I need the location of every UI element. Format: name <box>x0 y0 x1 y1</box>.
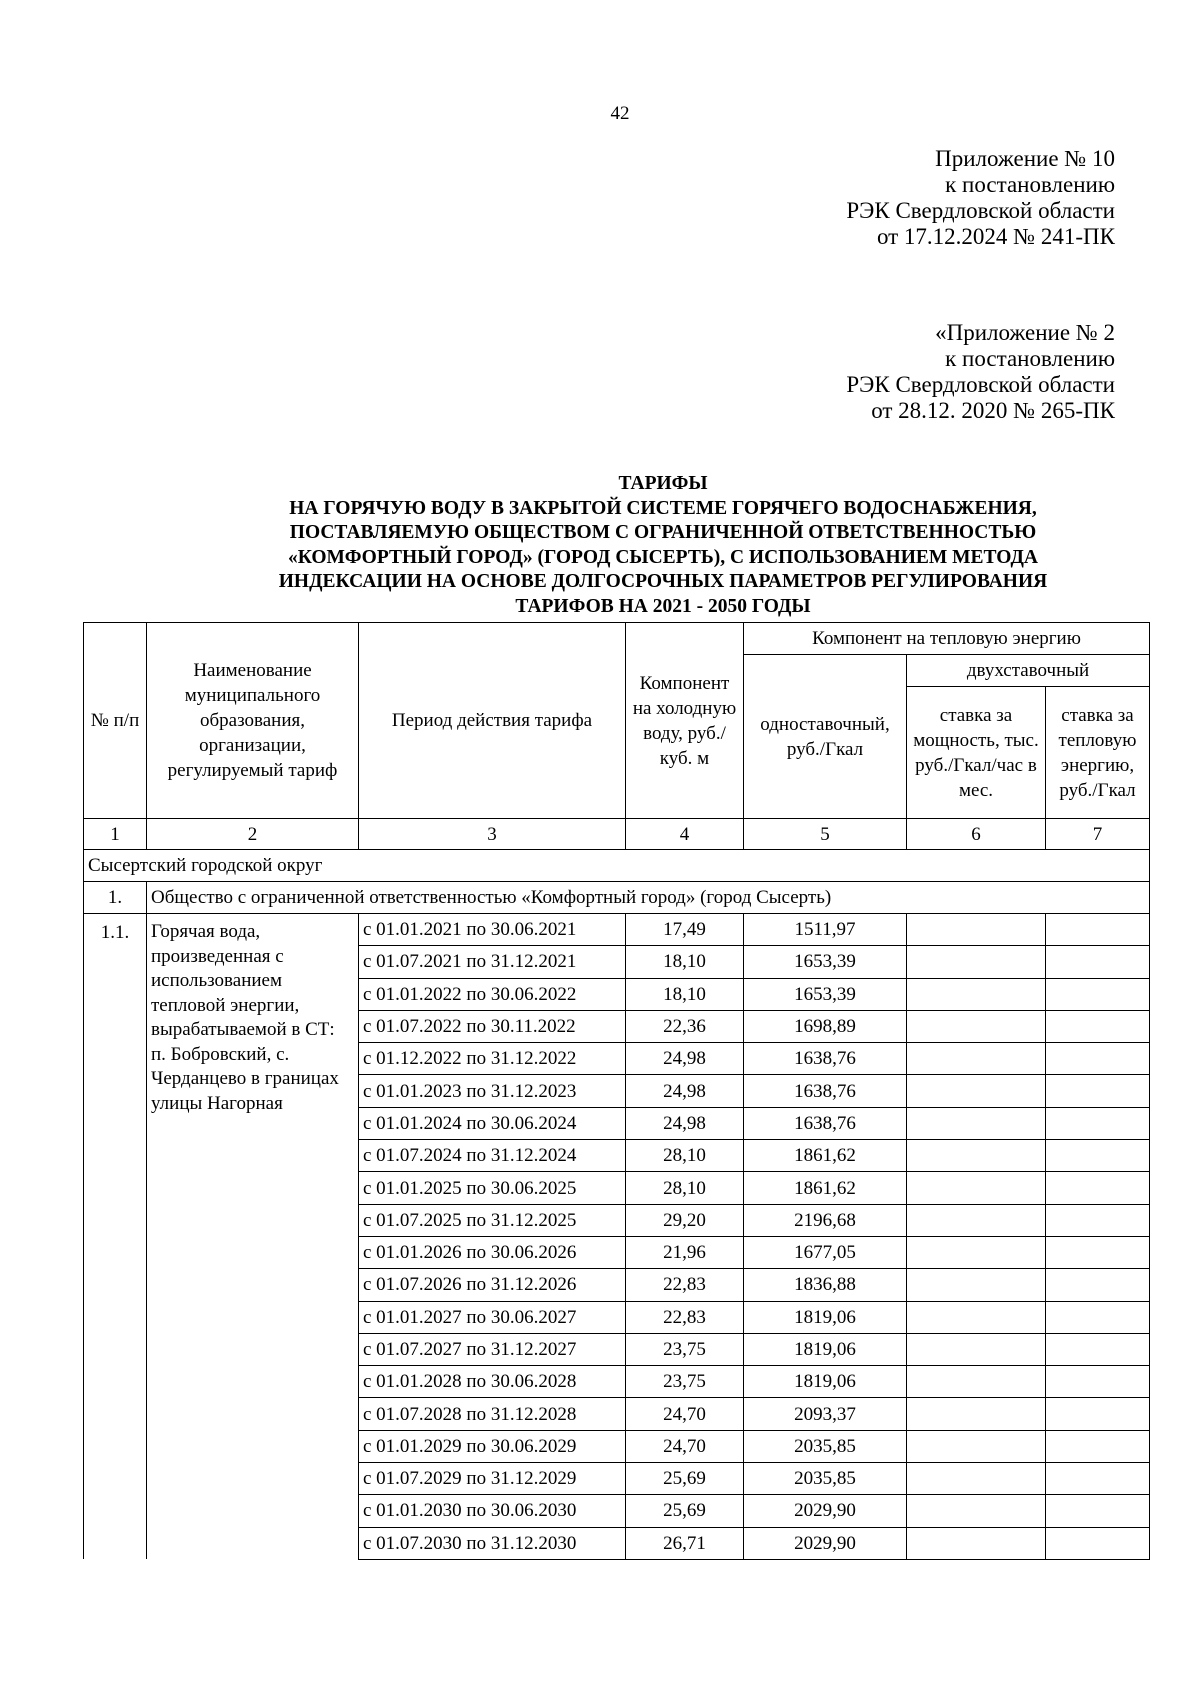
appendix-original-line3: РЭК Свердловской области <box>846 372 1115 397</box>
appendix-original-header <box>846 320 1115 424</box>
tariff-period: с 01.07.2026 по 31.12.2026 <box>359 1269 626 1301</box>
heat-rate-value <box>1046 1301 1150 1333</box>
tariff-period: с 01.07.2025 по 31.12.2025 <box>359 1204 626 1236</box>
cold-water-value: 21,96 <box>626 1236 744 1268</box>
heat-rate-value <box>1046 1140 1150 1172</box>
cold-water-value: 24,70 <box>626 1398 744 1430</box>
tariff-period: с 01.01.2024 по 30.06.2024 <box>359 1107 626 1139</box>
header-name: Наименование муниципального образования, организации, регулируемый тариф <box>147 623 359 819</box>
cold-water-value: 25,69 <box>626 1495 744 1527</box>
single-rate-value: 1638,76 <box>744 1107 907 1139</box>
cold-water-value: 28,10 <box>626 1140 744 1172</box>
capacity-rate-value <box>907 1010 1046 1042</box>
cold-water-value: 25,69 <box>626 1463 744 1495</box>
tariff-period: с 01.01.2026 по 30.06.2026 <box>359 1236 626 1268</box>
appendix-current-line4: от 17.12.2024 № 241-ПК <box>876 224 1115 249</box>
cold-water-value: 22,36 <box>626 1010 744 1042</box>
title-line2: НА ГОРЯЧУЮ ВОДУ В ЗАКРЫТОЙ СИСТЕМЕ ГОРЯЧЕГО ВОДОСНАБЖЕНИЯ, <box>289 497 1037 519</box>
tariff-period: с 01.01.2029 по 30.06.2029 <box>359 1430 626 1462</box>
capacity-rate-value <box>907 1527 1046 1559</box>
column-number: 7 <box>1046 819 1150 850</box>
capacity-rate-value <box>907 1043 1046 1075</box>
cold-water-value: 24,70 <box>626 1430 744 1462</box>
appendix-original-line2: к постановлению <box>945 346 1115 371</box>
heat-rate-value <box>1046 1236 1150 1268</box>
heat-rate-value <box>1046 1075 1150 1107</box>
single-rate-value: 2035,85 <box>744 1463 907 1495</box>
single-rate-value: 1653,39 <box>744 946 907 978</box>
heat-rate-value <box>1046 946 1150 978</box>
tariff-period: с 01.12.2022 по 31.12.2022 <box>359 1043 626 1075</box>
single-rate-value: 2196,68 <box>744 1204 907 1236</box>
single-rate-value: 1819,06 <box>744 1366 907 1398</box>
appendix-current-line3: РЭК Свердловской области <box>846 198 1115 223</box>
single-rate-value: 1861,62 <box>744 1172 907 1204</box>
heat-rate-value <box>1046 1366 1150 1398</box>
capacity-rate-value <box>907 1366 1046 1398</box>
cold-water-value: 24,98 <box>626 1043 744 1075</box>
appendix-current-header <box>846 146 1115 250</box>
appendix-current-line1: Приложение № 10 <box>935 146 1115 171</box>
column-number: 4 <box>626 819 744 850</box>
organization-name: Общество с ограниченной ответственностью «Комфортный город» (город Сысерть) <box>147 882 1150 914</box>
single-rate-value: 2029,90 <box>744 1527 907 1559</box>
header-capacity-rate: ставка за мощность, тыс. руб./Гкал/час в мес. <box>907 687 1046 819</box>
heat-rate-value <box>1046 1430 1150 1462</box>
column-number-row <box>84 819 1150 850</box>
cold-water-value: 22,83 <box>626 1301 744 1333</box>
single-rate-value: 1819,06 <box>744 1333 907 1365</box>
cold-water-value: 29,20 <box>626 1204 744 1236</box>
single-rate-value: 1698,89 <box>744 1010 907 1042</box>
tariff-period: с 01.07.2021 по 31.12.2021 <box>359 946 626 978</box>
heat-rate-value <box>1046 1398 1150 1430</box>
cold-water-value: 22,83 <box>626 1269 744 1301</box>
tariff-period: с 01.07.2024 по 31.12.2024 <box>359 1140 626 1172</box>
cold-water-value: 24,98 <box>626 1107 744 1139</box>
title-line6: ТАРИФОВ НА 2021 - 2050 ГОДЫ <box>515 595 811 617</box>
capacity-rate-value <box>907 1333 1046 1365</box>
heat-rate-value <box>1046 1495 1150 1527</box>
single-rate-value: 2035,85 <box>744 1430 907 1462</box>
column-number: 5 <box>744 819 907 850</box>
district-name: Сысертский городской округ <box>84 850 1150 882</box>
capacity-rate-value <box>907 1172 1046 1204</box>
tariff-period: с 01.01.2030 по 30.06.2030 <box>359 1495 626 1527</box>
appendix-original-line4: от 28.12. 2020 № 265-ПК <box>871 398 1115 423</box>
heat-rate-value <box>1046 1463 1150 1495</box>
header-heat-rate: ставка за тепловую энергию, руб./Гкал <box>1046 687 1150 819</box>
capacity-rate-value <box>907 1075 1046 1107</box>
capacity-rate-value <box>907 1463 1046 1495</box>
cold-water-value: 18,10 <box>626 978 744 1010</box>
title-line4: «КОМФОРТНЫЙ ГОРОД» (ГОРОД СЫСЕРТЬ), С ИСПОЛЬЗОВАНИЕМ МЕТОДА <box>287 546 1039 568</box>
cold-water-value: 28,10 <box>626 1172 744 1204</box>
tariff-period: с 01.07.2027 по 31.12.2027 <box>359 1333 626 1365</box>
capacity-rate-value <box>907 1140 1046 1172</box>
column-number: 2 <box>147 819 359 850</box>
heat-rate-value <box>1046 1107 1150 1139</box>
tariff-table <box>83 622 1150 1560</box>
tariff-period: с 01.01.2025 по 30.06.2025 <box>359 1172 626 1204</box>
header-cold-water: Компонент на холодную воду, руб./куб. м <box>626 623 744 819</box>
single-rate-value: 1861,62 <box>744 1140 907 1172</box>
tariff-period: с 01.01.2028 по 30.06.2028 <box>359 1366 626 1398</box>
single-rate-value: 1653,39 <box>744 978 907 1010</box>
cold-water-value: 23,75 <box>626 1366 744 1398</box>
heat-rate-value <box>1046 1527 1150 1559</box>
column-number: 1 <box>84 819 147 850</box>
tariff-period: с 01.01.2022 по 30.06.2022 <box>359 978 626 1010</box>
tariff-period: с 01.01.2027 по 30.06.2027 <box>359 1301 626 1333</box>
capacity-rate-value <box>907 1204 1046 1236</box>
capacity-rate-value <box>907 1495 1046 1527</box>
capacity-rate-value <box>907 1430 1046 1462</box>
organization-row <box>84 882 1150 914</box>
capacity-rate-value <box>907 1107 1046 1139</box>
tariff-period: с 01.01.2023 по 31.12.2023 <box>359 1075 626 1107</box>
tariff-period: с 01.01.2021 по 30.06.2021 <box>359 914 626 946</box>
heat-rate-value <box>1046 1333 1150 1365</box>
cold-water-value: 24,98 <box>626 1075 744 1107</box>
header-num: № п/п <box>84 623 147 819</box>
header-two-rate: двухставочный <box>907 655 1150 687</box>
capacity-rate-value <box>907 978 1046 1010</box>
heat-rate-value <box>1046 1010 1150 1042</box>
header-period: Период действия тарифа <box>359 623 626 819</box>
appendix-original-line1: «Приложение № 2 <box>935 320 1115 345</box>
single-rate-value: 1511,97 <box>744 914 907 946</box>
heat-rate-value <box>1046 1043 1150 1075</box>
tariff-period: с 01.07.2030 по 31.12.2030 <box>359 1527 626 1559</box>
capacity-rate-value <box>907 1301 1046 1333</box>
column-number: 3 <box>359 819 626 850</box>
single-rate-value: 1836,88 <box>744 1269 907 1301</box>
cold-water-value: 26,71 <box>626 1527 744 1559</box>
capacity-rate-value <box>907 946 1046 978</box>
title-line3: ПОСТАВЛЯЕМУЮ ОБЩЕСТВОМ С ОГРАНИЧЕННОЙ ОТВЕТСТВЕННОСТЬЮ <box>289 522 1037 543</box>
column-number: 6 <box>907 819 1046 850</box>
capacity-rate-value <box>907 1236 1046 1268</box>
heat-rate-value <box>1046 1269 1150 1301</box>
organization-number: 1. <box>84 882 147 914</box>
tariff-period: с 01.07.2022 по 30.11.2022 <box>359 1010 626 1042</box>
item-name: Горячая вода, произведенная с использованием тепловой энергии, вырабатываемой в СТ: п. Бобровский, с. Черданцево в границах улицы Нагорная <box>147 914 359 1560</box>
district-row <box>84 850 1150 882</box>
title-line1: ТАРИФЫ <box>618 473 708 494</box>
single-rate-value: 1638,76 <box>744 1075 907 1107</box>
title-line5: ИНДЕКСАЦИИ НА ОСНОВЕ ДОЛГОСРОЧНЫХ ПАРАМЕТРОВ РЕГУЛИРОВАНИЯ <box>278 571 1048 592</box>
header-heat-group: Компонент на тепловую энергию <box>744 623 1150 655</box>
heat-rate-value <box>1046 1172 1150 1204</box>
header-single-rate: одноставочный, руб./Гкал <box>744 655 907 819</box>
appendix-current-line2: к постановлению <box>945 172 1115 197</box>
capacity-rate-value <box>907 1269 1046 1301</box>
heat-rate-value <box>1046 1204 1150 1236</box>
heat-rate-value <box>1046 978 1150 1010</box>
heat-rate-value <box>1046 914 1150 946</box>
cold-water-value: 18,10 <box>626 946 744 978</box>
capacity-rate-value <box>907 914 1046 946</box>
tariff-period: с 01.07.2029 по 31.12.2029 <box>359 1463 626 1495</box>
single-rate-value: 1677,05 <box>744 1236 907 1268</box>
cold-water-value: 17,49 <box>626 914 744 946</box>
item-number: 1.1. <box>84 914 147 1560</box>
page-number: 42 <box>610 103 630 124</box>
single-rate-value: 1819,06 <box>744 1301 907 1333</box>
document-title <box>88 472 1200 619</box>
capacity-rate-value <box>907 1398 1046 1430</box>
single-rate-value: 2093,37 <box>744 1398 907 1430</box>
single-rate-value: 1638,76 <box>744 1043 907 1075</box>
cold-water-value: 23,75 <box>626 1333 744 1365</box>
table-row <box>84 914 1150 946</box>
single-rate-value: 2029,90 <box>744 1495 907 1527</box>
tariff-period: с 01.07.2028 по 31.12.2028 <box>359 1398 626 1430</box>
